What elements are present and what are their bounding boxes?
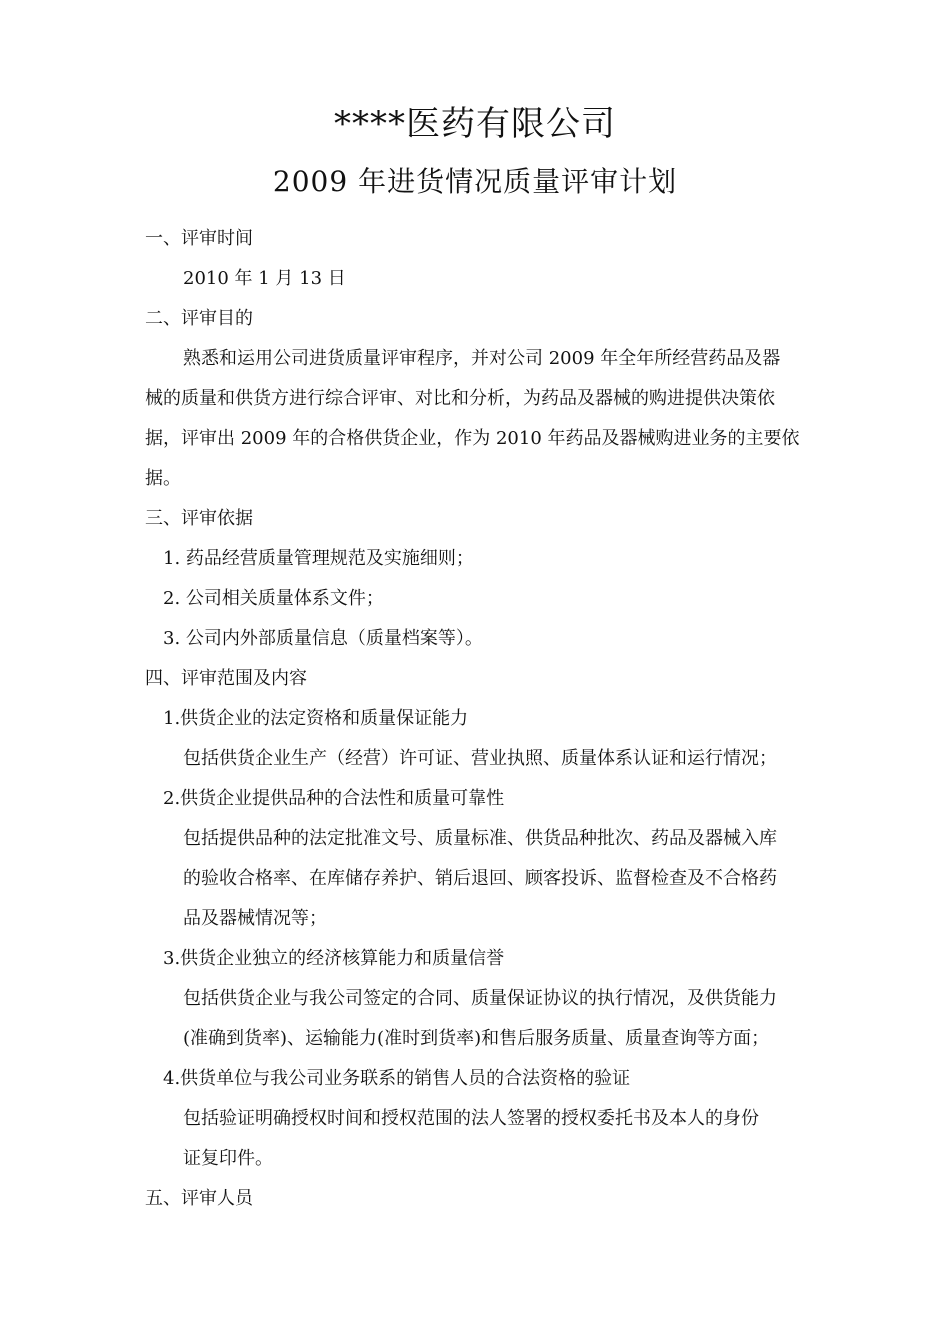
scope-item-text: 证复印件。: [183, 1148, 273, 1169]
scope-item-title: 3.供货企业独立的经济核算能力和质量信誉: [163, 948, 505, 969]
section-heading-scope: 四、评审范围及内容: [145, 668, 307, 689]
scope-item-title: 4.供货单位与我公司业务联系的销售人员的合法资格的验证: [163, 1068, 631, 1089]
scope-item-text: 包括供货企业生产（经营）许可证、营业执照、质量体系认证和运行情况；: [183, 748, 777, 769]
scope-item-text: 包括提供品种的法定批准文号、质量标准、供货品种批次、药品及器械入库: [183, 828, 777, 849]
scope-item-title: 2.供货企业提供品种的合法性和质量可靠性: [163, 788, 505, 809]
purpose-text-line: 械的质量和供货方进行综合评审、对比和分析，为药品及器械的购进提供决策依: [145, 388, 775, 409]
purpose-text-line: 据。: [145, 468, 181, 489]
basis-list-item: 2. 公司相关质量体系文件；: [163, 588, 384, 609]
scope-item-text: 包括供货企业与我公司签定的合同、质量保证协议的执行情况，及供货能力: [183, 988, 777, 1009]
company-title: ****医药有限公司: [334, 104, 616, 144]
scope-item-text: (准确到货率)、运输能力(准时到货率)和售后服务质量、质量查询等方面；: [183, 1028, 770, 1049]
purpose-text-line: 据，评审出 2009 年的合格供货企业，作为 2010 年药品及器械购进业务的主要依: [145, 428, 800, 449]
basis-list-item: 3. 公司内外部质量信息（质量档案等）。: [163, 628, 483, 649]
scope-item-text: 包括验证明确授权时间和授权范围的法人签署的授权委托书及本人的身份: [183, 1108, 759, 1129]
basis-list-item: 1. 药品经营质量管理规范及实施细则；: [163, 548, 474, 569]
section-heading-time: 一、评审时间: [145, 228, 253, 249]
scope-item-title: 1.供货企业的法定资格和质量保证能力: [163, 708, 469, 729]
purpose-text-line: 熟悉和运用公司进货质量评审程序，并对公司 2009 年全年所经营药品及器: [183, 348, 781, 369]
section-heading-purpose: 二、评审目的: [145, 308, 253, 329]
plan-title: 2009 年进货情况质量评审计划: [272, 165, 678, 198]
scope-item-text: 的验收合格率、在库储存养护、销后退回、顾客投诉、监督检查及不合格药: [183, 868, 777, 889]
section-heading-personnel: 五、评审人员: [145, 1188, 253, 1209]
review-date: 2010 年 1 月 13 日: [183, 268, 346, 289]
scope-item-text: 品及器械情况等；: [183, 908, 327, 929]
section-heading-basis: 三、评审依据: [145, 508, 253, 529]
